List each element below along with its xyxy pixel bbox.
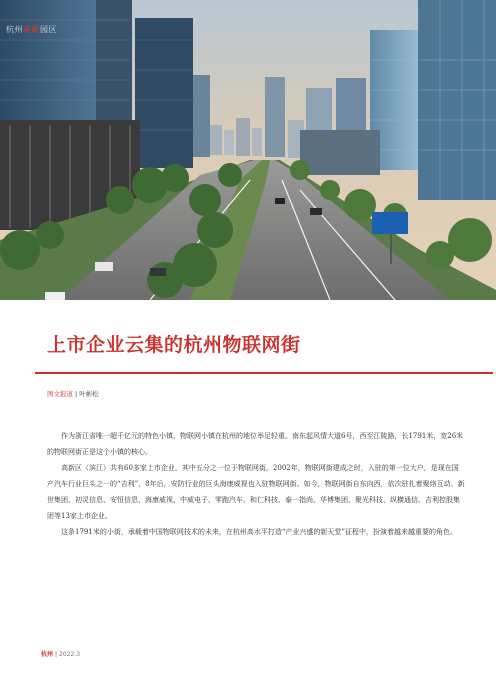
byline-label: 图文报道 xyxy=(47,390,73,398)
byline-author: 叶彬松 xyxy=(79,390,99,398)
paragraph-2: 高新区（滨江）共有60多家上市企业，其中五分之一位于物联网街。2002年，物联网街建成之时，入驻的第一位大户，是现在国产汽车行业巨头之一的“吉利”，8年后，安防行业的巨头海康威视也入驻物联网街。如今，物联网街自东向西，依次驻扎着聚络互动、新世集团、初灵信息、安恒信息、海康威视、中威电子、零跑汽车、和仁科技、泰一指尚、华博集团、聚光科技、纵横通信、吉利控股集团等13家上市企业。 xyxy=(47,464,465,520)
page-footer xyxy=(41,649,80,658)
footer-issue: 2022.3 xyxy=(59,651,81,658)
brand-suffix: 园区 xyxy=(40,25,57,34)
paragraph-1: 作为浙江省唯一超千亿元的特色小镇，物联网小镇在杭州的地位举足轻重。南东起风情大道6号，西至江陵路，长1791米，宽26米的物联网街正是这个小镇的核心。 xyxy=(47,432,464,456)
street-photo xyxy=(0,0,496,300)
article-title: 上市企业云集的杭州物联网街 xyxy=(47,334,301,356)
magazine-watermark xyxy=(6,24,57,35)
article-body xyxy=(47,428,465,540)
byline xyxy=(47,389,99,398)
paragraph-3: 这条1791米的小街，承载着中国物联网技术的未来，在杭州高水平打造“产业兴盛的新天堂”征程中，扮演着越来越重要的角色。 xyxy=(61,528,457,536)
brand-prefix: 杭州 xyxy=(6,25,23,34)
footer-separator: | xyxy=(55,651,58,658)
title-divider xyxy=(35,372,493,374)
brand-highlight: 高新 xyxy=(23,25,40,34)
byline-separator: | xyxy=(75,390,78,398)
footer-magazine: 杭州 xyxy=(41,651,54,658)
